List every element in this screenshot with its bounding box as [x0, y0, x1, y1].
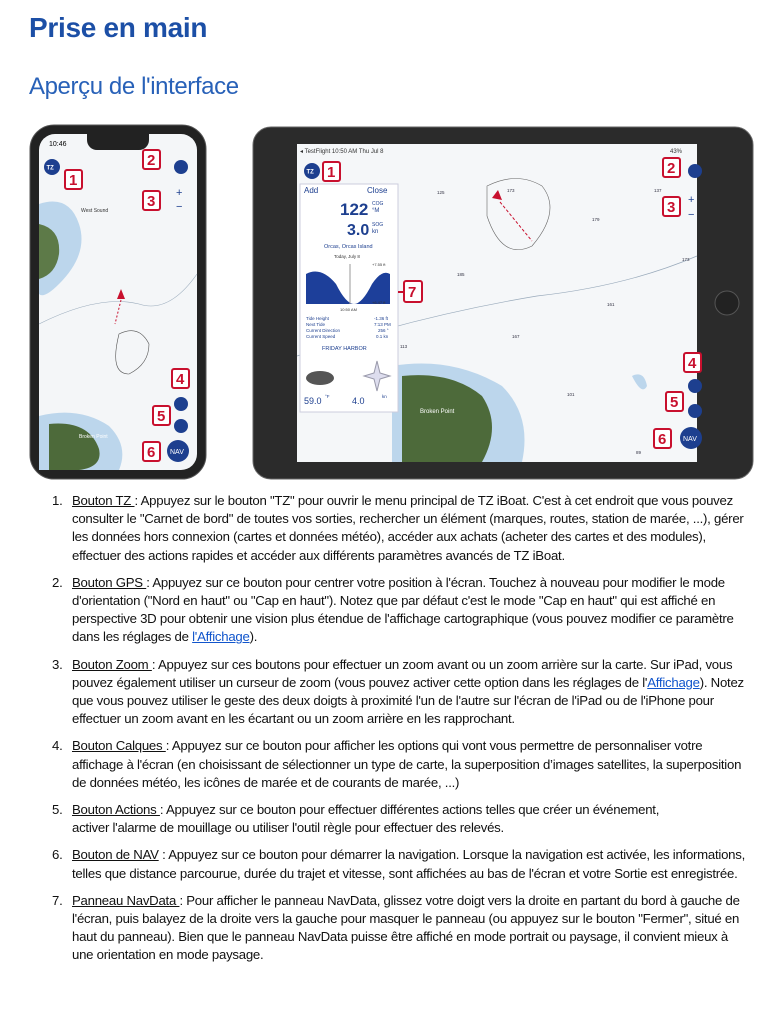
svg-text:FRIDAY HARBOR: FRIDAY HARBOR: [322, 346, 367, 352]
ipad-screenshot: [252, 126, 754, 480]
svg-text:4: 4: [688, 355, 697, 372]
phone-time: 10:46: [49, 141, 67, 148]
svg-text:1: 1: [327, 164, 336, 181]
svg-text:+7.55 ft: +7.55 ft: [372, 262, 386, 267]
svg-text:Add[interactable]: Add: [304, 186, 319, 195]
svg-text:101: 101: [567, 392, 575, 397]
svg-text:2: 2: [147, 152, 156, 169]
svg-text:6: 6: [147, 444, 156, 461]
svg-text:3: 3: [147, 193, 156, 210]
svg-text:125: 125: [437, 190, 445, 195]
svg-text:7: 7: [408, 284, 417, 301]
list-item-tz: 1. Bouton TZ : Appuyez sur le bouton "TZ" pour ouvrir le menu principal de TZ iBoat. C'est à cet endroit que vous pouvez consulter le "Carnet de bord" de toutes vos sorties, rechercher un élément (marques, routes, station de marée, ...), gérer les données hors connexion (cartes et données météo), accéder aux achats (acheter des cartes et des modules), effectuer des actions rapides et accéder aux différents paramètres avancés de TZ iBoat.: [52, 493, 744, 563]
svg-text:6: 6: [658, 431, 667, 448]
svg-text:173: 173: [507, 188, 515, 193]
svg-text:NAV: NAV: [683, 436, 697, 443]
svg-text:Broken Point: Broken Point: [420, 409, 455, 415]
svg-text:185: 185: [457, 272, 465, 277]
svg-text:256 °: 256 °: [378, 328, 389, 333]
svg-text:SOG: SOG: [372, 222, 384, 228]
svg-text:Tide Height: Tide Height: [306, 316, 329, 321]
svg-text:122: 122: [340, 200, 369, 219]
actions-button-phone[interactable]: [174, 419, 188, 433]
svg-text:Current Direction: Current Direction: [306, 328, 341, 333]
svg-text:◂ TestFlight 10:50 AM Thu Ju: ◂ TestFlight 10:50 AM Thu Jul 8: [300, 149, 384, 155]
layers-button-phone[interactable]: [174, 397, 188, 411]
feature-list: [52, 492, 752, 974]
svg-text:5: 5: [157, 408, 166, 425]
list-item-layers: 4. Bouton Calques : Appuyez sur ce bouton pour afficher les options qui vont vous permettre de personnaliser votre affichage à l'écran (en choisissant de sélectionner un type de carte, la superposition d’images satellites, la superposition de données météo, les icônes de marée et de courants de marée, ...): [52, 738, 742, 790]
svg-text:Broken Point: Broken Point: [79, 434, 108, 440]
svg-text:Next Tide: Next Tide: [306, 322, 326, 327]
list-item-gps: 2. Bouton GPS : Appuyez sur ce bouton pour centrer votre position à l'écran. Touchez à nouveau pour modifier le mode d'orientation ("Nord en haut" ou "Cap en haut"). Notez que par défaut c'est le mode "Cap en haut" qui est affiché en perspective 3D pour obtenir une vision plus étendue de l'affichage cartographique (vous pouvez modifier ce paramètre dans les réglages de l'Affichage).: [52, 574, 734, 645]
svg-text:173: 173: [682, 257, 690, 262]
svg-text:−[interactable]: −: [176, 201, 183, 213]
svg-text:+[interactable]: +: [176, 187, 183, 199]
svg-text:COG: COG: [372, 201, 384, 207]
page-title: Prise en main: [29, 12, 208, 43]
svg-text:Current Speed: Current Speed: [306, 334, 336, 339]
svg-text:West Sound: West Sound: [81, 208, 109, 214]
layers-button-ipad[interactable]: [688, 379, 702, 393]
svg-text:+[interactable]: +: [688, 194, 695, 206]
svg-text:179: 179: [592, 217, 600, 222]
section-title: Aperçu de l'interface: [29, 73, 239, 100]
svg-text:10:50 AM: 10:50 AM: [340, 307, 357, 312]
svg-text:Orcas, Orcas Island: Orcas, Orcas Island: [324, 244, 373, 250]
svg-text:3: 3: [667, 199, 676, 216]
list-item-nav: 6. Bouton de NAV : Appuyez sur ce bouton pour démarrer la navigation. Lorsque la navigation est activée, les informations, telles que distance parcourue, durée du trajet et vitesse, sont affichées au bas de l'écran et votre Sortie est enregistrée.: [52, 847, 746, 881]
svg-text:Today, July 8: Today, July 8: [334, 254, 360, 259]
svg-text:137: 137: [654, 188, 662, 193]
affichage-link[interactable]: Affichage: [647, 674, 700, 690]
svg-text:-1.36 ft: -1.36 ft: [374, 316, 389, 321]
svg-text:kn: kn: [372, 229, 379, 235]
navdata-panel: [300, 184, 398, 412]
svg-text:4.0: 4.0: [352, 396, 365, 406]
svg-text:7:13 PM: 7:13 PM: [374, 322, 391, 327]
list-item-actions: 5. Bouton Actions : Appuyez sur ce bouton pour effectuer différentes actions telles que créer un événement, activer l'alarme de mouillage ou utiliser l'outil règle pour effectuer des relevés.: [52, 802, 660, 836]
affichage-link[interactable]: l'Affichage: [192, 629, 250, 645]
gps-button-ipad[interactable]: [688, 164, 702, 178]
cloud-icon: [306, 371, 334, 385]
svg-text:−[interactable]: −: [688, 209, 695, 221]
gps-button-phone[interactable]: [174, 160, 188, 174]
svg-text:113: 113: [400, 344, 408, 349]
svg-text:1: 1: [69, 172, 78, 189]
svg-text:NAV: NAV: [170, 449, 184, 456]
svg-text:°F: °F: [325, 394, 330, 399]
svg-text:kn: kn: [382, 394, 387, 399]
svg-text:0.1 kn: 0.1 kn: [376, 334, 389, 339]
svg-text:Close[interactable]: Close: [367, 186, 388, 195]
iphone-screenshot: [29, 124, 207, 480]
svg-text:43%: 43%: [670, 149, 683, 155]
list-item-zoom: 3. Bouton Zoom : Appuyez sur ces boutons pour effectuer un zoom avant ou un zoom arrière sur la carte. Sur iPad, vous pouvez également utiliser un curseur de zoom (vous pouvez activer cette option dans les réglages de l'Affichage). Notez que vous pouvez utiliser le geste des deux doigts à proximité l'un de l'autre sur l'écran de l'iPad ou de l'iPhone pour effectuer un zoom avant en les écartant ou un zoom arrière en les rapprochant.: [52, 656, 744, 727]
svg-text:89: 89: [636, 450, 642, 455]
svg-text:59.0: 59.0: [304, 396, 322, 406]
svg-text:+6.47 ft: +6.47 ft: [372, 300, 386, 305]
svg-text:2: 2: [667, 160, 676, 177]
svg-text:TZ: TZ: [306, 169, 314, 176]
svg-text:167: 167: [512, 334, 520, 339]
svg-text:5: 5: [670, 394, 679, 411]
actions-button-ipad[interactable]: [688, 404, 702, 418]
svg-text:161: 161: [607, 302, 615, 307]
svg-text:TZ: TZ: [46, 165, 54, 172]
svg-text:4: 4: [176, 371, 185, 388]
list-item-navdata: 7. Panneau NavData : Pour afficher le panneau NavData, glissez votre doigt vers la droite en partant du bord à gauche de l'écran, puis balayez de la droite vers la gauche pour masquer le panneau (ou appuyez sur le bouton "Fermer", situé en haut du panneau). Bien que le panneau NavData puisse être affiché en mode portrait ou paysage, il convient mieux à une orientation en mode paysage.: [52, 892, 740, 963]
svg-text:°M: °M: [372, 208, 380, 214]
svg-text:3.0: 3.0: [347, 222, 370, 239]
